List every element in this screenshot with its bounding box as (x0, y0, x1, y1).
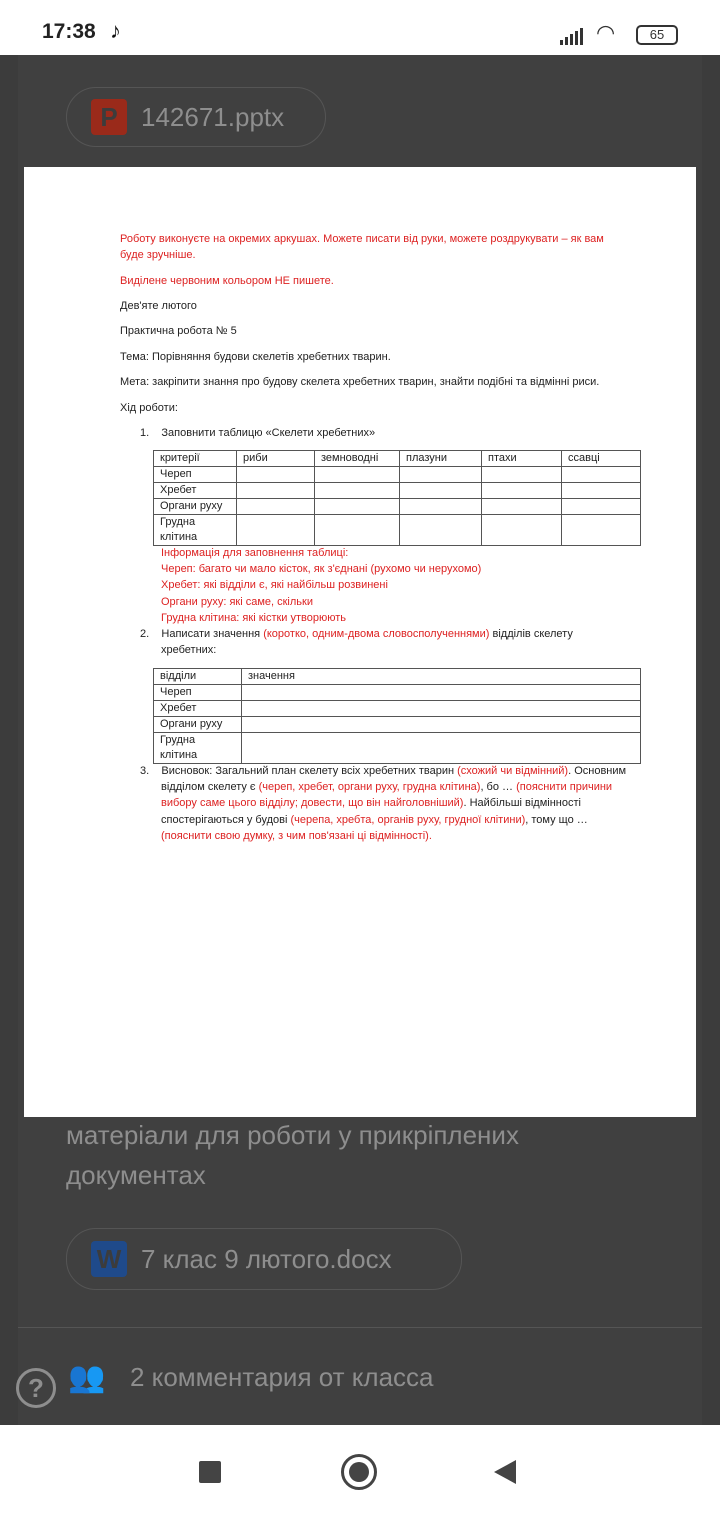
text: Написати значення (161, 628, 264, 640)
attachment-pptx[interactable] (66, 87, 326, 147)
header-cell: критерії (154, 451, 237, 467)
status-bar (0, 0, 720, 55)
item-3-line (161, 812, 588, 828)
sections-table (153, 668, 641, 764)
row-label: Хребет (154, 701, 242, 717)
red-note: Виділене червоним кольором НЕ пишете. (120, 275, 334, 287)
info-line: Інформація для заповнення таблиці: (161, 547, 349, 559)
text: . Найбільші відмінності (463, 797, 581, 809)
header-cell: плазуни (400, 451, 482, 467)
document-preview (24, 167, 696, 1117)
word-icon: W (91, 1241, 127, 1277)
red-text: (пояснити причини (516, 781, 613, 793)
text: відділом скелету є (161, 781, 259, 793)
wifi-icon: ◠ (596, 20, 616, 45)
recents-button[interactable] (199, 1461, 221, 1483)
row-label: Череп (154, 685, 242, 701)
item-3: 3. Висновок: Загальний план скелету всіх хребетних тварин (схожий чи відмінний). Основним (140, 765, 627, 777)
header-cell: птахи (482, 451, 562, 467)
text: Висновок: Загальний план скелету всіх хребетних тварин (161, 765, 458, 777)
home-button[interactable] (341, 1454, 377, 1490)
header-cell: земноводні (315, 451, 400, 467)
attachment-name: 142671.pptx (141, 101, 285, 132)
header-cell: риби (237, 451, 315, 467)
goal: Мета: закріпити знання про будову скелета хребетних тварин, знайти подібні та відмінні риси. (120, 376, 600, 388)
info-line: Грудна клітина: які кістки утворюють (161, 612, 347, 624)
divider (18, 1327, 702, 1328)
item-3-line (161, 779, 612, 795)
date: Дев'яте лютого (120, 300, 197, 312)
navigation-bar (0, 1425, 720, 1520)
red-text: (коротко, одним-двома словосполученнями) (263, 628, 490, 640)
text: відділів скелету (489, 628, 573, 640)
red-text: (черепа, хребта, органів руху, грудної клітини) (290, 814, 526, 826)
intro-line: Роботу виконуєте на окремих аркушах. Можете писати від руки, можете роздрукувати – як вам (120, 233, 604, 245)
row-label: Хребет (154, 483, 237, 499)
battery-icon: 65 (636, 25, 678, 45)
header-cell: ссавці (562, 451, 641, 467)
row-label: Органи руху (154, 717, 242, 733)
row-label: Грудна клітина (154, 733, 242, 764)
people-icon: 👥 (68, 1361, 106, 1394)
text: . Основним (568, 765, 627, 777)
info-line: Хребет: які відділи є, які найбільш розвинені (161, 579, 388, 591)
item-2: 2. Написати значення (коротко, одним-двома словосполученнями) відділів скелету (140, 628, 573, 640)
comments-link[interactable]: 2 комментария от класса (130, 1362, 434, 1392)
powerpoint-icon: P (91, 99, 127, 135)
topic: Тема: Порівняння будови скелетів хребетних тварин. (120, 351, 391, 363)
header-cell: значення (242, 669, 641, 685)
work-title: Практична робота № 5 (120, 325, 237, 337)
red-text: (череп, хребет, органи руху, грудна клітина) (258, 781, 481, 793)
tiktok-icon: ♪ (110, 18, 121, 43)
item-1-text: Заповнити таблицю «Скелети хребетних» (161, 427, 376, 439)
attachment-name: 7 клас 9 лютого.docx (141, 1243, 392, 1274)
header-cell: відділи (154, 669, 242, 685)
post-text: матеріали для роботи у прикріплених документах (66, 1120, 519, 1190)
item-3-line: (пояснити свою думку, з чим пов'язані ці відмінності). (161, 830, 432, 842)
red-text: вибору саме цього відділу; довести, що він найголовніший) (161, 797, 464, 809)
skeleton-table (153, 450, 641, 546)
intro-line: буде зручніше. (120, 249, 196, 261)
item-1: 1. Заповнити таблицю «Скелети хребетних» (140, 427, 376, 439)
row-label: Грудна клітина (154, 515, 237, 546)
progress-heading: Хід роботи: (120, 402, 178, 414)
attachment-docx[interactable] (66, 1228, 462, 1290)
item-2-cont: хребетних: (161, 644, 217, 656)
info-line: Органи руху: які саме, скільки (161, 596, 313, 608)
text: , бо … (480, 781, 517, 793)
help-icon[interactable]: ? (16, 1368, 56, 1408)
back-button[interactable] (494, 1460, 516, 1484)
item-3-line (161, 795, 581, 811)
row-label: Органи руху (154, 499, 237, 515)
signal-icon (560, 28, 583, 45)
clock: 17:38 (42, 20, 96, 43)
text: спостерігаються у будові (161, 814, 291, 826)
text: , тому що … (525, 814, 588, 826)
red-text: (схожий чи відмінний) (457, 765, 569, 777)
info-line: Череп: багато чи мало кісток, як з'єднані (рухомо чи нерухомо) (161, 563, 482, 575)
row-label: Череп (154, 467, 237, 483)
